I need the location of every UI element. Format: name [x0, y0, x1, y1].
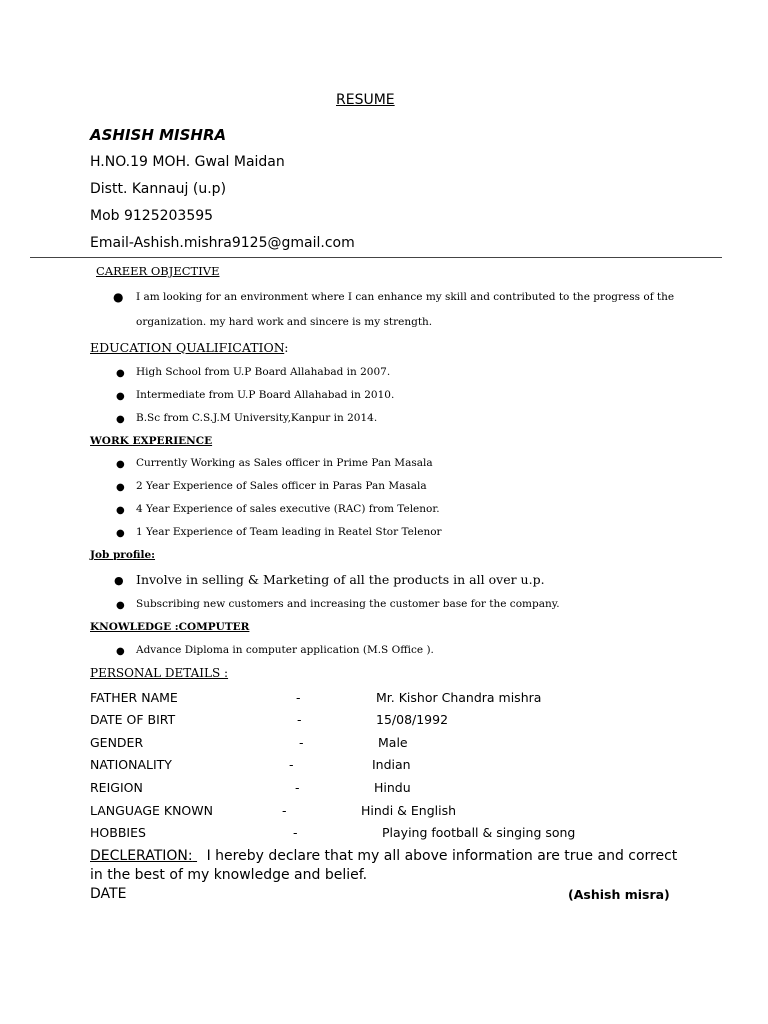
education-heading-text: EDUCATION QUALIFICATION — [90, 340, 285, 355]
detail-separator: - — [295, 780, 300, 795]
job-profile-item: Involve in selling & Marketing of all the products in all over u.p. — [136, 572, 545, 587]
bullet-icon: ● — [116, 505, 125, 516]
education-heading — [90, 340, 288, 355]
page-title: RESUME — [336, 92, 395, 108]
bullet-icon: ● — [116, 600, 125, 611]
bullet-icon: ● — [116, 646, 125, 657]
detail-value-date-of-birth: 15/08/1992 — [376, 712, 449, 727]
detail-value-gender: Male — [378, 735, 408, 750]
bullet-icon: ● — [113, 290, 124, 304]
detail-separator: - — [282, 803, 287, 818]
detail-label-hobbies: HOBBIES — [90, 825, 146, 840]
address-line-1: H.NO.19 MOH. Gwal Maidan — [90, 154, 285, 170]
detail-label-nationality: NATIONALITY — [90, 757, 172, 772]
detail-value-nationality: Indian — [372, 757, 411, 772]
work-experience-heading: WORK EXPERIENCE — [90, 435, 213, 447]
detail-value-religion: Hindu — [374, 780, 411, 795]
detail-separator: - — [296, 690, 301, 705]
declaration-line-1 — [90, 848, 677, 864]
signature-name: (Ashish misra) — [568, 887, 670, 902]
career-objective-line-2: organization. my hard work and sincere is my strength. — [136, 316, 433, 328]
detail-separator: - — [293, 825, 298, 840]
job-profile-heading: Job profile: — [90, 549, 156, 561]
personal-details-heading: PERSONAL DETAILS : — [90, 666, 229, 680]
divider-line — [30, 257, 722, 258]
detail-value-language-known: Hindi & English — [361, 803, 457, 818]
bullet-icon: ● — [116, 414, 125, 425]
education-item: High School from U.P Board Allahabad in 2007. — [136, 366, 391, 378]
knowledge-item: Advance Diploma in computer application (M.S Office ). — [136, 644, 434, 656]
detail-label-language-known: LANGUAGE KNOWN — [90, 803, 213, 818]
detail-value-father-name: Mr. Kishor Chandra mishra — [376, 690, 542, 705]
declaration-underline-gap — [193, 848, 207, 864]
detail-separator: - — [297, 712, 302, 727]
work-item: Currently Working as Sales officer in Prime Pan Masala — [136, 457, 433, 469]
knowledge-heading: KNOWLEDGE :COMPUTER — [90, 621, 250, 633]
email-address: Email-Ashish.mishra9125@gmail.com — [90, 235, 355, 251]
bullet-icon: ● — [114, 574, 124, 587]
candidate-name: ASHISH MISHRA — [90, 126, 227, 144]
detail-label-gender: GENDER — [90, 735, 144, 750]
bullet-icon: ● — [116, 391, 125, 402]
address-line-2: Distt. Kannauj (u.p) — [90, 181, 227, 197]
career-objective-heading: CAREER OBJECTIVE — [96, 264, 220, 278]
detail-label-date-of-birth: DATE OF BIRT — [90, 712, 176, 727]
work-item: 4 Year Experience of sales executive (RAC) from Telenor. — [136, 503, 440, 515]
declaration-text-1: I hereby declare that my all above information are true and correct — [206, 848, 678, 864]
job-profile-item: Subscribing new customers and increasing the customer base for the company. — [136, 598, 560, 610]
education-item: B.Sc from C.S.J.M University,Kanpur in 2014. — [136, 412, 378, 424]
detail-separator: - — [299, 735, 304, 750]
declaration-line-2: in the best of my knowledge and belief. — [90, 867, 368, 883]
education-heading-colon: : — [284, 340, 289, 355]
bullet-icon: ● — [116, 368, 125, 379]
work-item: 2 Year Experience of Sales officer in Paras Pan Masala — [136, 480, 427, 492]
bullet-icon: ● — [116, 459, 125, 470]
bullet-icon: ● — [116, 528, 125, 539]
detail-value-hobbies: Playing football & singing song — [382, 825, 576, 840]
education-item: Intermediate from U.P Board Allahabad in 2010. — [136, 389, 395, 401]
date-label: DATE — [90, 886, 127, 902]
work-item: 1 Year Experience of Team leading in Reatel Stor Telenor — [136, 526, 442, 538]
detail-separator: - — [289, 757, 294, 772]
detail-label-religion: REIGION — [90, 780, 143, 795]
career-objective-line-1: I am looking for an environment where I can enhance my skill and contributed to the progress of the — [136, 291, 675, 303]
declaration-heading: DECLERATION: — [90, 848, 193, 864]
detail-label-father-name: FATHER NAME — [90, 690, 178, 705]
bullet-icon: ● — [116, 482, 125, 493]
mobile-number: Mob 9125203595 — [90, 208, 214, 224]
